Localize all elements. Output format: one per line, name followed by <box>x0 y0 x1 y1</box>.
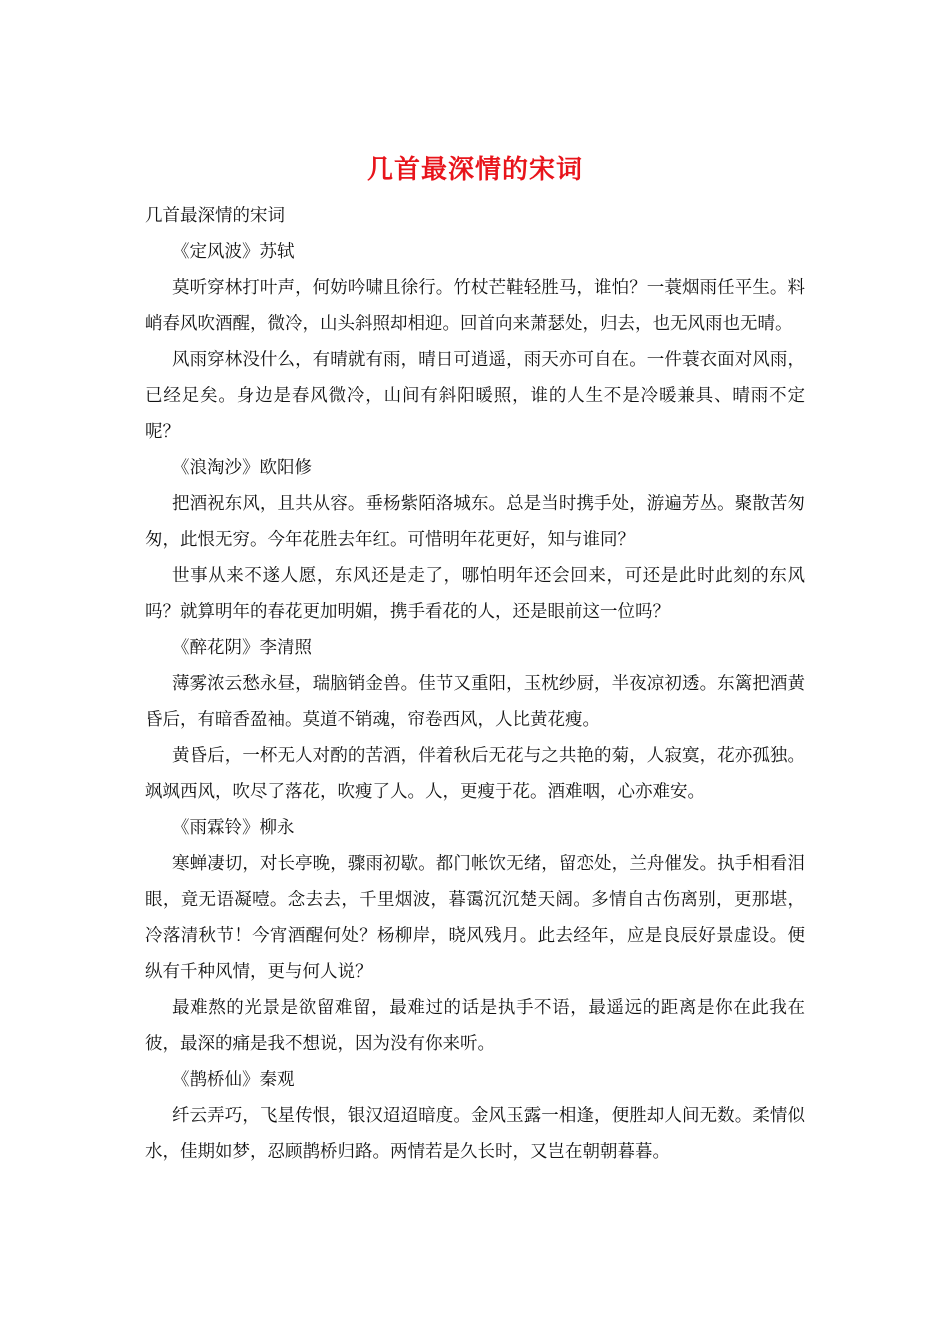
poem-heading: 《鹊桥仙》秦观 <box>172 1070 295 1090</box>
poem-text: 薄雾浓云愁永昼，瑞脑销金兽。佳节又重阳，玉枕纱厨，半夜凉初透。东篱把酒黄昏后，有暗香盈袖。莫道不销魂，帘卷西风，人比黄花瘦。 <box>145 674 805 730</box>
poem-text: 莫听穿林打叶声，何妨吟啸且徐行。竹杖芒鞋轻胜马，谁怕？一蓑烟雨任平生。料峭春风吹酒醒，微冷，山头斜照却相迎。回首向来萧瑟处，归去，也无风雨也无晴。 <box>145 278 805 334</box>
poem-commentary: 风雨穿林没什么，有晴就有雨，晴日可逍遥，雨天亦可自在。一件蓑衣面对风雨，已经足矣。身边是春风微冷，山间有斜阳暖照，谁的人生不是冷暖兼具、晴雨不定呢？ <box>145 350 805 442</box>
poem-section-yulinling <box>145 810 805 1062</box>
poem-text: 把酒祝东风，且共从容。垂杨紫陌洛城东。总是当时携手处，游遍芳丛。聚散苦匆匆，此恨无穷。今年花胜去年红。可惜明年花更好，知与谁同？ <box>145 494 805 550</box>
document-subtitle: 几首最深情的宋词 <box>145 206 285 226</box>
poem-heading: 《定风波》苏轼 <box>172 242 295 262</box>
poem-text: 纤云弄巧，飞星传恨，银汉迢迢暗度。金风玉露一相逢，便胜却人间无数。柔情似水，佳期如梦，忍顾鹊桥归路。两情若是久长时，又岂在朝朝暮暮。 <box>145 1106 805 1162</box>
poem-commentary: 最难熬的光景是欲留难留，最难过的话是执手不语，最遥远的距离是你在此我在彼，最深的痛是我不想说，因为没有你来听。 <box>145 998 805 1054</box>
poem-text: 寒蝉凄切，对长亭晚，骤雨初歇。都门帐饮无绪，留恋处，兰舟催发。执手相看泪眼，竟无语凝噎。念去去，千里烟波，暮霭沉沉楚天阔。多情自古伤离别，更那堪，冷落清秋节！今宵酒醒何处？杨柳岸，晓风残月。此去经年，应是良辰好景虚设。便纵有千种风情，更与何人说？ <box>145 854 805 982</box>
poem-section-dingfengbo <box>145 234 805 450</box>
poem-section-zuihuayin <box>145 630 805 810</box>
poem-commentary: 世事从来不遂人愿，东风还是走了，哪怕明年还会回来，可还是此时此刻的东风吗？就算明年的春花更加明媚，携手看花的人，还是眼前这一位吗？ <box>145 566 805 622</box>
poem-section-queqiaoxian <box>145 1062 805 1170</box>
document-title: 几首最深情的宋词 <box>366 155 583 185</box>
poem-heading: 《雨霖铃》柳永 <box>172 818 295 838</box>
poem-heading: 《醉花阴》李清照 <box>172 638 312 658</box>
document-page <box>145 150 805 1170</box>
poem-section-langtaosha <box>145 450 805 630</box>
poem-commentary: 黄昏后，一杯无人对酌的苦酒，伴着秋后无花与之共艳的菊，人寂寞，花亦孤独。飒飒西风，吹尽了落花，吹瘦了人。人，更瘦于花。酒难咽，心亦难安。 <box>145 746 805 802</box>
poem-heading: 《浪淘沙》欧阳修 <box>172 458 312 478</box>
